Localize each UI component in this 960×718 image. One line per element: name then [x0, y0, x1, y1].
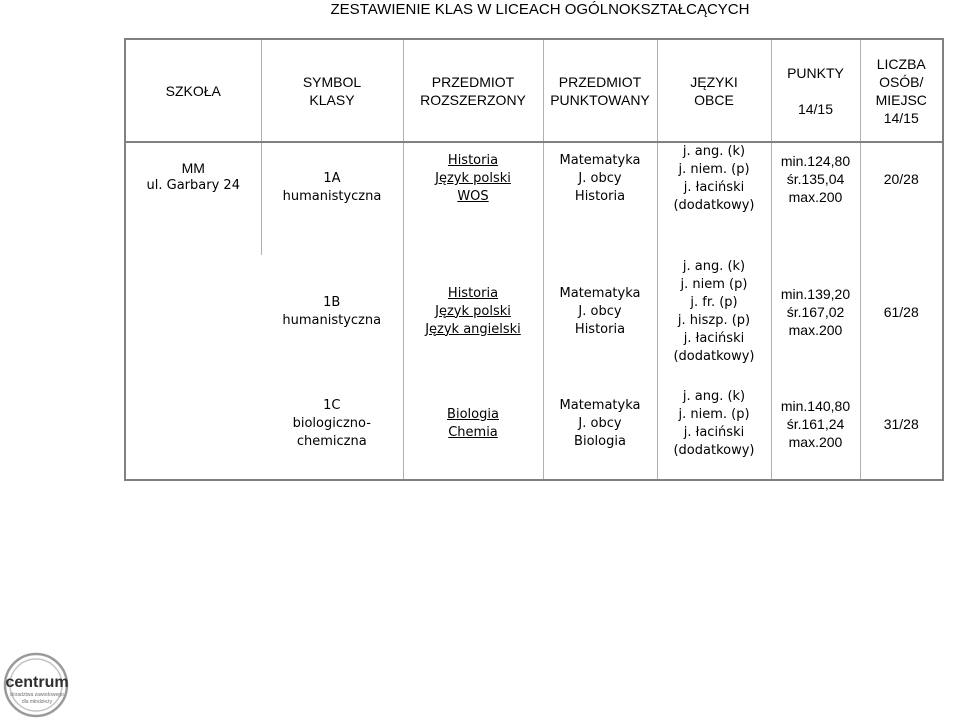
- logo-tagline-1: doradztwa zawodowego: [10, 692, 64, 698]
- seats-cell: 20/28: [860, 142, 943, 255]
- logo-tagline-2: dla młodzieży: [21, 699, 53, 705]
- class-summary-table: [124, 38, 944, 481]
- languages-cell: j. ang. (k) j. niem. (p) j. łaciński (dodatkowy): [657, 142, 771, 255]
- centrum-logo: [0, 645, 72, 718]
- points-cell: min.140,80 śr.161,24 max.200: [771, 368, 860, 480]
- languages-cell: j. ang. (k) j. niem. (p) j. łaciński (dodatkowy): [657, 368, 771, 480]
- scored-subject-cell: Matematyka J. obcy Historia: [543, 142, 657, 255]
- scored-subject-cell: Matematyka J. obcy Historia: [543, 255, 657, 368]
- symbol-cell: 1C biologiczno- chemiczna: [292, 397, 371, 449]
- symbol-cell: 1B humanistyczna: [282, 294, 382, 328]
- header-school: SZKOŁA: [125, 39, 261, 142]
- seats-cell: 31/28: [860, 368, 943, 480]
- points-cell: min.124,80 śr.135,04 max.200: [771, 142, 860, 255]
- header-symbol: SYMBOL KLASY: [261, 39, 403, 142]
- points-cell: min.139,20 śr.167,02 max.200: [771, 255, 860, 368]
- header-row: [125, 39, 943, 142]
- scored-subject-cell: Matematyka J. obcy Biologia: [543, 368, 657, 480]
- page-title: ZESTAWIENIE KLAS W LICEACH OGÓLNOKSZTAŁCĄCYCH: [330, 1, 750, 18]
- school-cell: MM ul. Garbary 24: [146, 160, 240, 193]
- header-scored-subject: PRZEDMIOT PUNKTOWANY: [543, 39, 657, 142]
- extended-subject-cell: Biologia Chemia: [403, 368, 543, 480]
- header-languages: JĘZYKI OBCE: [657, 39, 771, 142]
- header-seats: LICZBA OSÓB/ MIEJSC 14/15: [860, 39, 943, 142]
- extended-subject-cell: Historia Język polski WOS: [403, 142, 543, 255]
- seats-cell: 61/28: [860, 255, 943, 368]
- logo-wordmark: centrum: [5, 674, 69, 691]
- languages-cell: j. ang. (k) j. niem (p) j. fr. (p) j. hiszp. (p) j. łaciński (dodatkowy): [657, 255, 771, 368]
- symbol-cell: 1A humanistyczna: [261, 142, 403, 255]
- table-row: [125, 142, 943, 255]
- extended-subject-cell: Historia Język polski Język angielski: [403, 255, 543, 368]
- header-points: PUNKTY 14/15: [771, 39, 860, 142]
- header-extended-subject: PRZEDMIOT ROZSZERZONY: [403, 39, 543, 142]
